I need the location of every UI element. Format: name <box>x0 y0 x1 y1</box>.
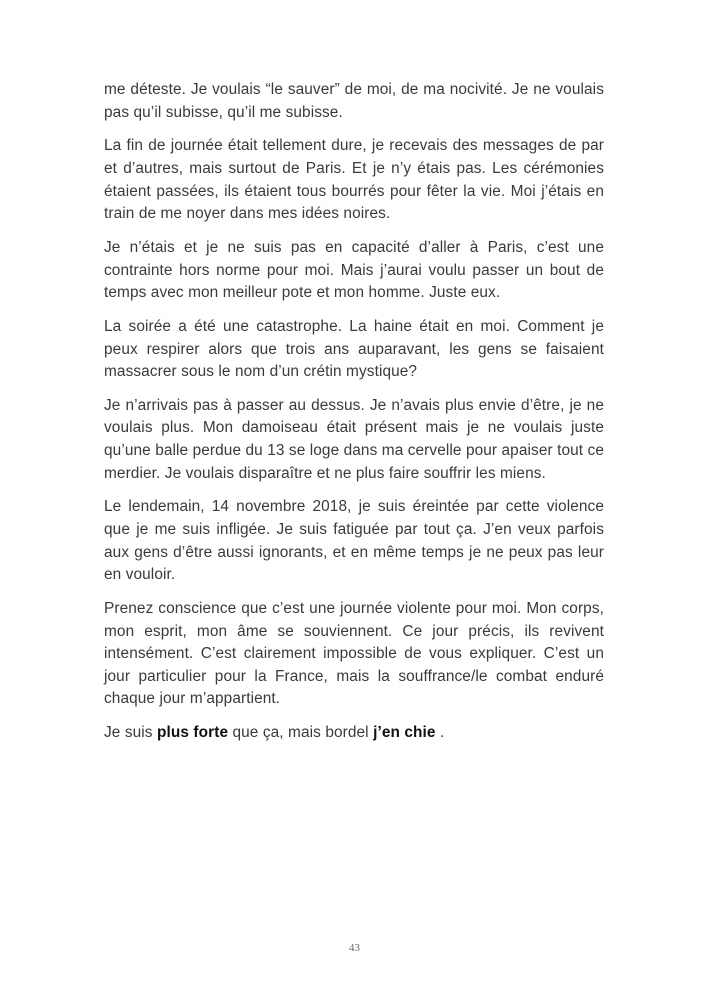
page-number: 43 <box>349 942 360 954</box>
paragraph-4: La soirée a été une catastrophe. La haine était en moi. Comment je peux respirer alors que trois ans auparavant, les gens se faisaient massacrer sous le nom d’un crétin mystique? <box>104 317 604 381</box>
closing-text-3: . <box>435 724 445 742</box>
emphasis-jen-chie: j’en chie <box>373 724 436 742</box>
body-text <box>104 79 604 756</box>
closing-line <box>104 722 604 745</box>
paragraph-2: La fin de journée était tellement dure, je recevais des messages de par et d’autres, mais surtout de Paris. Et je n’y étais pas. Les cérémonies étaient passées, ils étaient tous bourrés pour fêter la vie. Moi j’étais en train de me noyer dans mes idées noires. <box>104 137 604 223</box>
paragraph-7: Prenez conscience que c’est une journée violente pour moi. Mon corps, mon esprit, mon âme se souviennent. Ce jour précis, ils revivent intensément. C’est clairement impossible de vous expliquer. C’est un jour particulier pour la France, mais la souffrance/le combat enduré chaque jour m’appartient. <box>104 600 604 708</box>
paragraph-6: Le lendemain, 14 novembre 2018, je suis éreintée par cette violence que je me suis infligée. Je suis fatiguée par tout ça. J’en veux parfois aux gens d’être aussi ignorants, et en même temps je ne peux pas leur en vouloir. <box>104 498 604 584</box>
paragraph-5: Je n’arrivais pas à passer au dessus. Je n’avais plus envie d’être, je ne voulais plus. Mon damoiseau était présent mais je ne voulais juste qu’une balle perdue du 13 se loge dans ma cervelle pour apaiser tout ce merdier. Je voulais disparaître et ne plus faire souffrir les miens. <box>104 396 604 482</box>
paragraph-3: Je n’étais et je ne suis pas en capacité d’aller à Paris, c’est une contrainte hors norme pour moi. Mais j’aurai voulu passer un bout de temps avec mon meilleur pote et mon homme. Juste eux. <box>104 238 604 302</box>
paragraph-1: me déteste. Je voulais “le sauver” de moi, de ma nocivité. Je ne voulais pas qu’il subisse, qu’il me subisse. <box>104 81 604 121</box>
closing-text-2: que ça, mais bordel <box>228 724 374 742</box>
closing-text-1: Je suis <box>104 724 157 742</box>
emphasis-plus-forte: plus forte <box>156 724 229 742</box>
